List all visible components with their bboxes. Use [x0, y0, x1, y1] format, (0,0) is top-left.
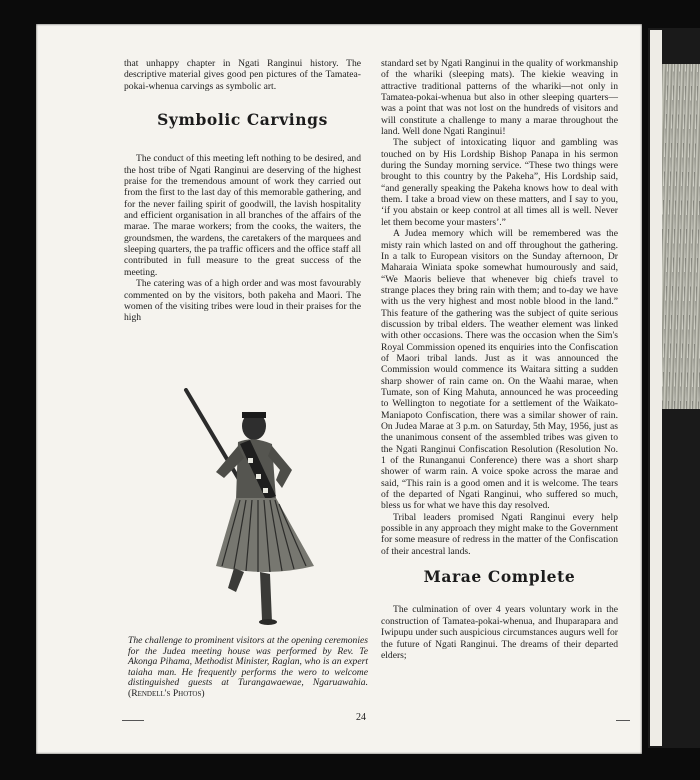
left-column	[124, 58, 361, 324]
right-column	[381, 58, 618, 661]
body-paragraph: A Judea memory which will be remembered was the misty rain which lasted on and off throughout the gathering. In a talk to European visitors on the Sunday afternoon, Dr Maharaia Winiata spoke somewhat humourously and said, “We Maoris believe that whenever big chiefs travel to strange places they bring rain with them; and to-day we have with us the very highest and most noble blood in the land.” This feature of the gathering was the subject of quite serious discussion by tribal elders. The weather element was linked with other occasions. There was the occasion when the Sim's Royal Commission opened its enquiries into the Confiscation of Maori tribal lands. Just as it was announced the Commission would commence its Waitara sitting a sudden sharp shower of rain came on. On the Waahi marae, when Tumate, son of King Mahuta, announced he was proceeding to Wellington to negotiate for a settlement of the Waikato-Maniapoto Confiscation, there was a similar shower of rain. On Judea Marae at 3 p.m. on Saturday, 5th May, 1956, just as the unanimous consent of the assembled tribes was given to the Ngati Ranginui Confiscation Resolution (Resolution No. 1 of the Runanganui Conference) there was a short sharp shower of warm rain. A voice spoke across the marae and said, “This rain is a good omen and it is welcome. The tears of the departed of Ngati Ranginui, who suffered so much, bless us for what we have this day resolved.	[381, 228, 618, 512]
adjacent-page-photo	[662, 64, 700, 409]
body-paragraph: The subject of intoxicating liquor and gambling was touched on by His Lordship Bishop Panapa in his sermon during the Sunday morning service. “These two things were brought to this country by the Pakeha”, His Lordship said, “and generally speaking the Pakeha knows how to deal with them. I take a broad view on these matters, and I say to you, ‘if you abstain or keep control at all times all is well. Never let them become your masters’.”	[381, 137, 618, 228]
footer-rule-left	[122, 720, 144, 721]
photo-caption	[128, 636, 368, 700]
body-paragraph: standard set by Ngati Ranginui in the quality of workmanship of the whariki (sleeping mats). The kiekie weaving in attractive traditional patterns of the whariki—not only in Tamatea-pokai-whenua but also in other sleeping quarters—was a point that was not lost on the hundreds of visitors and will constitute a challenge to many a marae throughout the land. Well done Ngati Ranginui!	[381, 58, 618, 138]
magazine-page	[36, 24, 642, 754]
adjacent-page-margin	[650, 30, 662, 746]
body-paragraph: The conduct of this meeting left nothing to be desired, and the host tribe of Ngati Ranginui are deserving of the highest praise for the tremendous amount of work they carried out from the first to the last day of this memorable gathering, and for the never failing spirit of goodwill, the lavish hospitality and efficient organisation in all branches of the affairs of the marae. The marae workers; from the cooks, the waiters, the groundsmen, the wardens, the caretakers of the marquees and sleeping quarters, the pa traffic officers and the office staff all contributed in full measure to the great success of the meeting.	[124, 153, 361, 278]
wero-challenge-photo	[176, 388, 326, 628]
caption-text: The challenge to prominent visitors at the opening ceremonies for the Judea meeting house was performed by Rev. Te Akonga Pihama, Methodist Minister, Raglan, who is an expert taiaha man. He frequently performs the wero to welcome distinguished guests at Turangawaewae, Ngaruawahia.	[128, 635, 368, 689]
symbolic-carvings-heading: Symbolic Carvings	[157, 110, 328, 130]
page-number: 24	[356, 712, 366, 723]
intro-paragraph: that unhappy chapter in Ngati Ranginui history. The descriptive material gives good pen pictures of the Tamatea-pokai-whenua carvings as symbolic art.	[124, 58, 361, 92]
body-paragraph: The catering was of a high order and was most favourably commented on by the visitors, both pakeha and Maori. The women of the visiting tribes were loud in their praises for the high	[124, 278, 361, 324]
footer-rule-right	[616, 720, 630, 721]
photo-credit: (Rendell's Photos)	[128, 687, 205, 699]
body-paragraph: Tribal leaders promised Ngati Ranginui every help possible in any approach they might make to the Government for some measure of redress in the matter of the Confiscation of their ancestral lands.	[381, 511, 618, 557]
body-paragraph: The culmination of over 4 years voluntary work in the construction of Tamatea-pokai-whenua, and Ihuparapara and Iwipupu under such auspicious circumstances augurs well for the future of Ngati Ranginui. The dreams of their departed elders;	[381, 604, 618, 661]
marae-complete-heading: Marae Complete	[423, 567, 576, 587]
